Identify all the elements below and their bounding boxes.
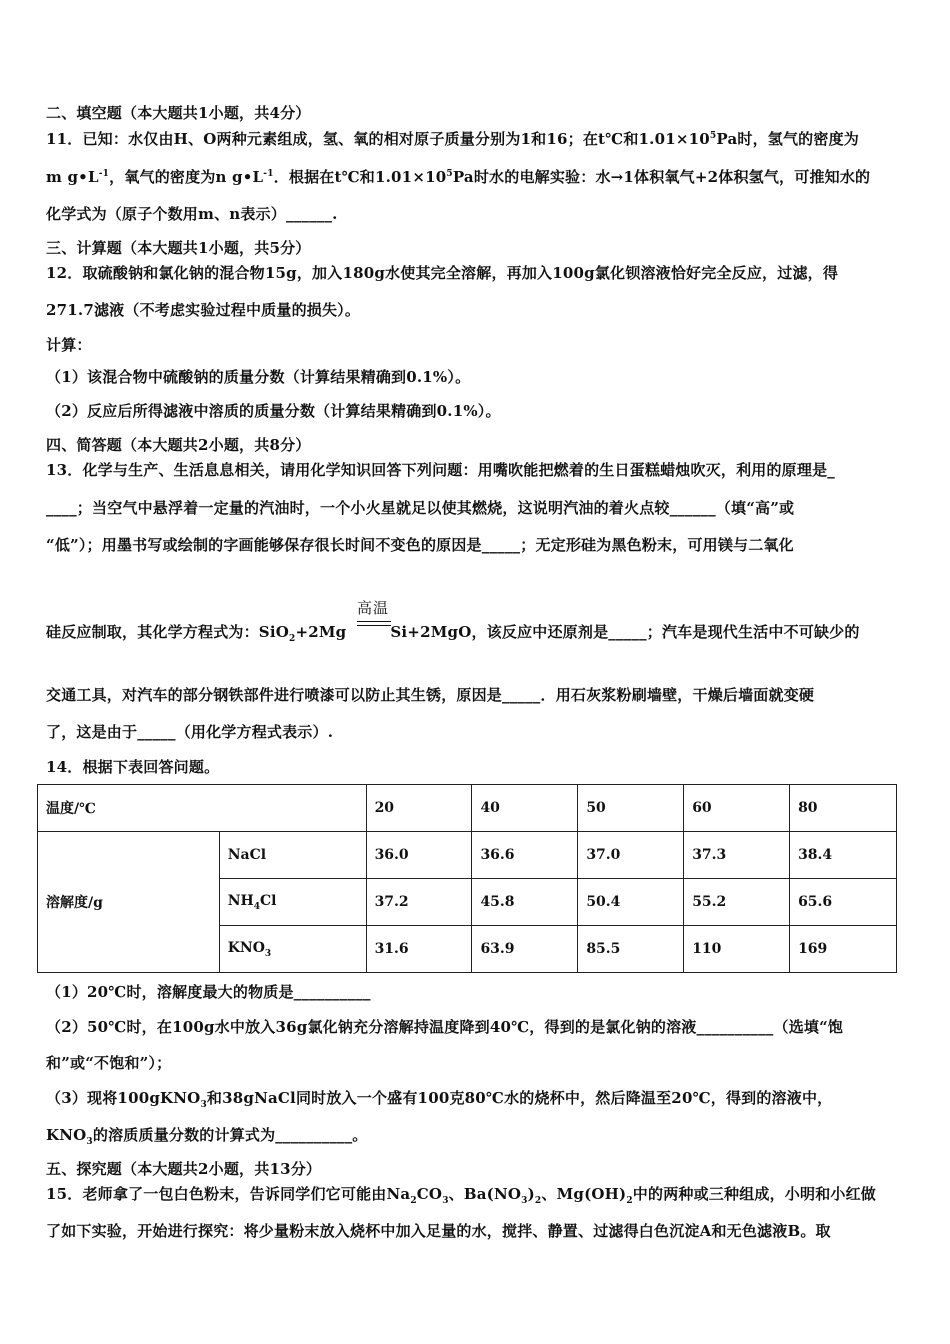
q14-part-1: （1）20℃时，溶解度最大的物质是__________ — [46, 983, 371, 1001]
table-cell: 38.4 — [790, 832, 897, 879]
q15-line-2: 了如下实验，开始进行探究：将少量粉末放入烧杯中加入足量的水，搅拌、静置、过滤得白色沉淀A和无色滤液B。取 — [46, 1222, 831, 1240]
table-cell: 36.6 — [472, 832, 578, 879]
q13-line-1: 13．化学与生产、生活息息相关，请用化学知识回答下列问题：用嘴吹能把燃着的生日蛋糕蜡烛吹灭，利用的原理是_ — [46, 461, 835, 479]
q13-line-2: ____；当空气中悬浮着一定量的汽油时，一个小火星就足以使其燃烧，这说明汽油的着火点较______（填“高”或 — [46, 499, 795, 517]
table-cell: 169 — [790, 926, 897, 973]
section-heading-inquiry: 五、探究题（本大题共2小题，共13分） — [46, 1160, 322, 1178]
q14-part-3-line-1: （3）现将100gKNO$_3$和38gNaCl同时放入一个盛有100克80℃水的烧杯中，然后降温至20℃，得到的溶液中， — [46, 1089, 833, 1110]
table-cell: 110 — [684, 926, 790, 973]
table-cell: 80 — [790, 785, 897, 832]
section-heading-calculation: 三、计算题（本大题共1小题，共5分） — [46, 239, 311, 257]
q13-line-3: “低”）；用墨书写或绘制的字画能够保存很长时间不变色的原因是_____；无定形硅为黑色粉末，可用镁与二氧化 — [46, 536, 794, 554]
section-heading-short-answer: 四、简答题（本大题共2小题，共8分） — [46, 436, 311, 454]
q12-line-2: 271.7滤液（不考虑实验过程中质量的损失）。 — [46, 301, 361, 319]
table-row — [38, 832, 897, 879]
table-cell: 37.0 — [578, 832, 684, 879]
q13-line-6: 了，这是由于_____（用化学方程式表示）. — [46, 723, 334, 741]
substance-name: $KNO_3$ — [219, 926, 366, 973]
table-cell: 65.6 — [790, 879, 897, 926]
table-cell: 50.4 — [578, 879, 684, 926]
table-cell: 55.2 — [684, 879, 790, 926]
q14-intro: 14．根据下表回答问题。 — [46, 758, 220, 776]
table-cell: 37.2 — [366, 879, 472, 926]
q14-part-2-line-1: （2）50℃时，在100g水中放入36g氯化钠充分溶解持温度降到40℃，得到的是氯化钠的溶液__________（选填“饱 — [46, 1018, 844, 1036]
substance-name: $NH_4Cl$ — [219, 879, 366, 926]
q12-line-1: 12．取硫酸钠和氯化钠的混合物15g，加入180g水使其完全溶解，再加入100g氯化钡溶液恰好完全反应，过滤，得 — [46, 264, 839, 282]
q15-line-1: 15．老师拿了一包白色粉末，告诉同学们它可能由$Na_2CO_3$、$Ba(NO_3)_2$、$Mg(OH)_2$中的两种或三种组成，小明和小红做 — [46, 1185, 876, 1206]
q11-line-3: 化学式为（原子个数用m、n表示）______. — [46, 205, 338, 223]
q11-line-1: 11．已知：水仅由H、O两种元素组成，氢、氧的相对原子质量分别为1和16；在t℃和$1.01\times 10^5Pa$时，氢气的密度为 — [46, 130, 859, 148]
q14-part-3-line-2: $KNO_3$的溶质质量分数的计算式为__________。 — [46, 1126, 368, 1147]
table-cell: 60 — [684, 785, 790, 832]
q13-line-4: 硅反应制取，其化学方程式为：SiO$_2$+2Mg Si+2MgO，该反应中还原剂是_____；汽车是现代生活中不可缺少的 — [46, 623, 860, 644]
table-cell: 36.0 — [366, 832, 472, 879]
table-cell: 31.6 — [366, 926, 472, 973]
solubility-label: 溶解度/g — [38, 832, 220, 973]
table-cell: 37.3 — [684, 832, 790, 879]
section-heading-fill-in: 二、填空题（本大题共1小题，共4分） — [46, 104, 311, 122]
q12-line-3: 计算： — [46, 336, 92, 354]
table-cell: 50 — [578, 785, 684, 832]
q11-line-2: m $g•L^{-1}$，氧气的密度为n $g•L^{-1}$．根据在t℃和$1.01\times 10^5Pa$时水的电解实验：水→1体积氧气+2体积氢气，可推知水的 — [46, 168, 871, 186]
table-cell: 45.8 — [472, 879, 578, 926]
q12-part-1: （1）该混合物中硫酸钠的质量分数（计算结果精确到0.1%）。 — [46, 368, 471, 386]
table-cell: 85.5 — [578, 926, 684, 973]
q13-line-5: 交通工具，对汽车的部分钢铁部件进行喷漆可以防止其生锈，原因是_____．用石灰浆粉刷墙壁，干燥后墙面就变硬 — [46, 686, 815, 704]
q14-part-2-line-2: 和”或“不饱和”）； — [46, 1054, 172, 1072]
table-cell: 40 — [472, 785, 578, 832]
table-cell: 63.9 — [472, 926, 578, 973]
solubility-table — [37, 784, 897, 973]
substance-name: NaCl — [219, 832, 366, 879]
temperature-header: 温度/℃ — [38, 785, 367, 832]
reaction-condition-label: 高温 — [357, 599, 390, 617]
table-cell: 20 — [366, 785, 472, 832]
table-header-row — [38, 785, 897, 832]
q12-part-2: （2）反应后所得滤液中溶质的质量分数（计算结果精确到0.1%）。 — [46, 402, 501, 420]
